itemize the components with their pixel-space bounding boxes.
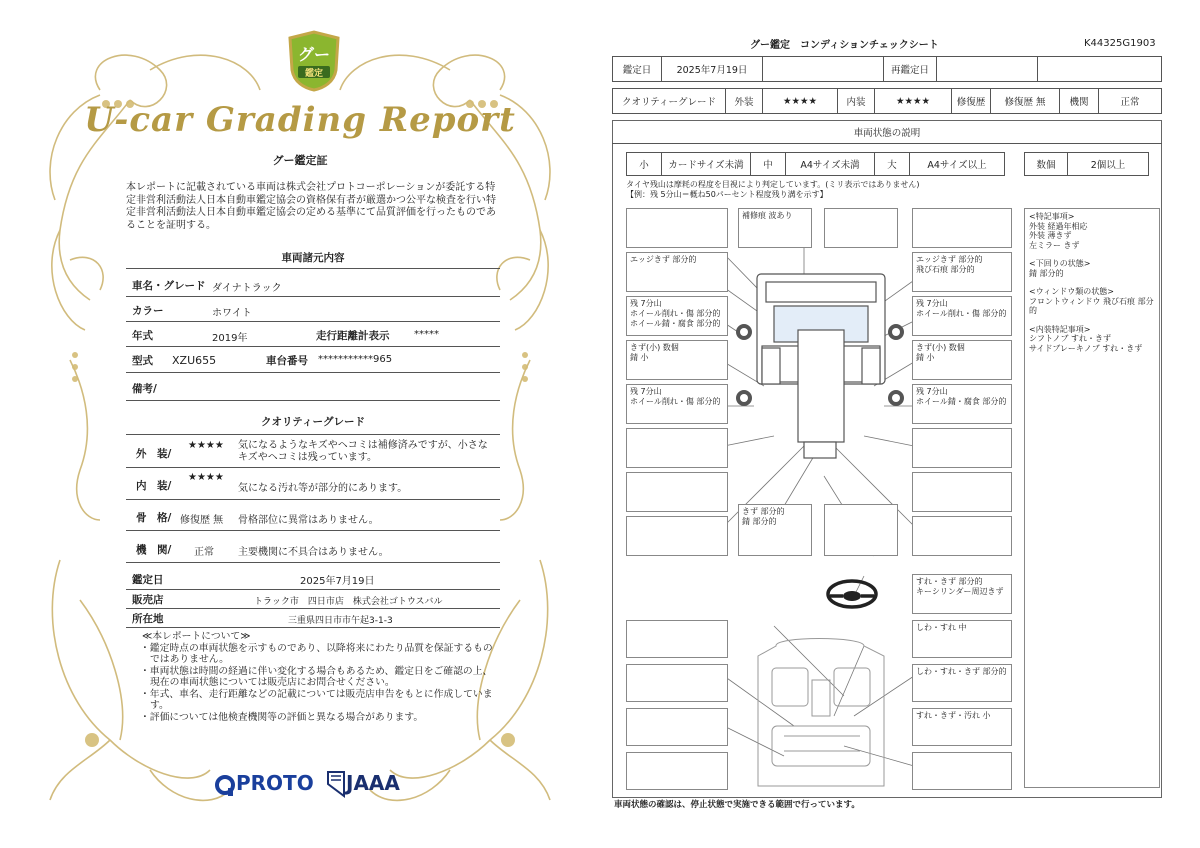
condition-box-l2: 残 7分山 ホイール削れ・傷 部分的 ホイール錆・腐食 部分的 (626, 296, 728, 336)
engine-text: 主要機関に不具合はありません。 (238, 547, 389, 558)
interior-label: 内装 (837, 88, 875, 114)
car-name-value: ダイナトラック (212, 283, 282, 294)
note-item: ・年式、車名、走行距離などの記載については販売店申告をもとに作成しています。 (140, 688, 493, 711)
remark-line: <特記事項> (1029, 212, 1075, 221)
legend-small: 小 (626, 152, 662, 176)
year-label: 年式 (132, 330, 153, 342)
condition-box-empty (626, 664, 728, 702)
condition-box-empty (626, 516, 728, 556)
mileage-label: 走行距離計表示 (316, 330, 390, 342)
legend-count-desc: 2個以上 (1067, 152, 1149, 176)
condition-text: 補修痕 波あり (742, 211, 793, 220)
proto-logo: PROTO (236, 771, 314, 795)
condition-box-empty (912, 472, 1012, 512)
condition-box-top (738, 208, 812, 248)
condition-box-i2: しわ・すれ・きず 部分的 (912, 664, 1012, 702)
condition-box-empty (626, 620, 728, 658)
divider (126, 400, 500, 401)
engine-label: 機関 (1059, 88, 1099, 114)
tire-hint: タイヤ残山は摩耗の程度を目視により判定しています。(ミリ表示ではありません) (626, 180, 920, 189)
footer-logos (214, 768, 414, 800)
tire-example: 【例：残 5分山＝概ね50パーセント程度残り溝を示す】 (626, 190, 828, 199)
divider (126, 268, 500, 269)
condition-box-empty (912, 752, 1012, 790)
repair-label: 修復歴 (951, 88, 991, 114)
divider (126, 467, 500, 468)
chassis-label: 車台番号 (266, 355, 308, 367)
note-item: ・評価については他検査機関等の評価と異なる場合があります。 (140, 711, 424, 723)
inspection-date-value: 2025年7月19日 (300, 576, 375, 587)
note-item: ・車両状態は時間の経過に伴い変化する場合もあるため、鑑定日をご確認の上、現在の車両状態については販売店にお問合せください。 (140, 665, 493, 688)
condition-box-rear: きず 部分的 錆 部分的 (738, 504, 812, 556)
mileage-value: ***** (414, 329, 439, 340)
engine-label: 機 関/ (136, 544, 172, 556)
model-value: XZU655 (172, 354, 217, 367)
year-value: 2019年 (212, 333, 248, 344)
model-label: 型式 (132, 355, 153, 367)
quality-section-title: クオリティーグレード (261, 416, 365, 428)
jaaa-logo: JAAA (346, 771, 400, 795)
condition-check-sheet (600, 0, 1200, 848)
legend-large-desc: A4サイズ以上 (909, 152, 1005, 176)
grade-label: クオリティーグレード (612, 88, 726, 114)
condition-box-l4: 残 7分山 ホイール削れ・傷 部分的 (626, 384, 728, 424)
divider (126, 346, 500, 347)
remark-line: <内装特記事項> (1029, 324, 1091, 334)
condition-box-r4: 残 7分山 ホイール錆・腐食 部分的 (912, 384, 1012, 424)
inspection-date-label: 鑑定日 (132, 574, 164, 586)
certificate-title: グー鑑定証 (272, 154, 328, 167)
remark-line: サイドブレーキノブ すれ・きず (1029, 343, 1143, 353)
reinspect-empty-cell (1037, 56, 1162, 82)
legend-large: 大 (874, 152, 910, 176)
remark-line: シフトノブ すれ・きず (1029, 334, 1112, 343)
date-value: 2025年7月19日 (661, 56, 763, 82)
script-title: U-car Grading Report (84, 100, 516, 140)
remark-line: 外装 経過年相応 (1029, 221, 1088, 231)
divider (126, 372, 500, 373)
reinspect-value (936, 56, 1038, 82)
condition-box-r3: きず(小) 数個 錆 小 (912, 340, 1012, 380)
remarks-panel (1024, 208, 1160, 788)
engine-value: 正常 (1098, 88, 1162, 114)
dealer-value: トラック市 四日市店 株式会社ゴトウスバル (254, 597, 443, 607)
condition-box-l3: きず(小) 数個 錆 小 (626, 340, 728, 380)
remark-gap (1029, 250, 1155, 259)
divider (126, 499, 500, 500)
condition-box-empty (626, 208, 728, 248)
condition-box-i3: すれ・きず・汚れ 小 (912, 708, 1012, 746)
condition-box-empty (626, 428, 728, 468)
notes-title: ≪本レポートについて≫ (142, 631, 251, 642)
divider (126, 589, 500, 590)
remark-line: <ウィンドウ類の状態> (1029, 287, 1114, 296)
condition-box-r1: エッジきず 部分的 飛び石痕 部分的 (912, 252, 1012, 292)
condition-box-empty (912, 428, 1012, 468)
reinspect-label: 再鑑定日 (883, 56, 937, 82)
condition-box-l1: エッジきず 部分的 (626, 252, 728, 292)
certificate-intro: 本レポートに記載されている車両は株式会社プロトコーポレーションが委託する特定非営利活動法人日本自動車鑑定協会の資格保有者が厳選かつ公平な検査を行い特定非営利活動法人日本自動車鑑定協会の定める基準にて品質評価を行ったものであることを証明する。 (126, 182, 496, 231)
chassis-value: ***********965 (318, 354, 393, 365)
report-notes (138, 631, 498, 723)
condition-box-r2: 残 7分山 ホイール削れ・傷 部分的 (912, 296, 1012, 336)
svg-text:鑑定: 鑑定 (304, 69, 324, 79)
address-label: 所在地 (132, 613, 164, 625)
frame-value: 修復歴 無 (180, 515, 224, 526)
condition-box-empty (626, 472, 728, 512)
section-title: 車両状態の説明 (612, 120, 1162, 144)
condition-box-empty (912, 516, 1012, 556)
condition-box-empty (912, 208, 1012, 248)
remarks-label: 備考/ (132, 383, 157, 395)
exterior-text: 気になるようなキズやヘコミは補修済みですが、小さなキズやヘコミは残っています。 (238, 440, 488, 463)
sheet-title: グー鑑定 コンディションチェックシート (750, 40, 939, 51)
remark-line: 外装 薄きず (1029, 231, 1072, 240)
date-empty-cell (762, 56, 884, 82)
car-name-label: 車名・グレード (132, 280, 206, 292)
divider (126, 530, 500, 531)
exterior-label: 外装 (725, 88, 763, 114)
engine-value: 正常 (194, 547, 214, 558)
remark-line: 左ミラー きず (1029, 240, 1080, 250)
repair-value: 修復歴 無 (990, 88, 1060, 114)
interior-text: 気になる汚れ等が部分的にあります。 (238, 483, 408, 494)
condition-box-i1: しわ・すれ 中 (912, 620, 1012, 658)
interior-stars: ★★★★ (874, 88, 952, 114)
condition-box-empty (626, 752, 728, 790)
legend-small-desc: カードサイズ未満 (661, 152, 751, 176)
remark-gap (1029, 278, 1155, 287)
remark-line: 錆 部分的 (1029, 268, 1064, 278)
exterior-stars: ★★★★ (188, 440, 224, 451)
divider (126, 562, 500, 563)
color-label: カラー (132, 305, 164, 317)
remark-line: <下回りの状態> (1029, 259, 1091, 268)
svg-text:グー: グー (297, 45, 331, 64)
remark-line: フロントウィンドウ 飛び石痕 部分的 (1029, 296, 1154, 315)
frame-text: 骨格部位に異常はありません。 (238, 515, 379, 526)
interior-stars: ★★★★ (188, 472, 224, 483)
sheet-id: K44325G1903 (1084, 38, 1156, 49)
proto-mark-icon (214, 774, 236, 798)
legend-medium-desc: A4サイズ未満 (785, 152, 875, 176)
date-label: 鑑定日 (612, 56, 662, 82)
frame-label: 骨 格/ (136, 512, 172, 524)
note-item: ・鑑定時点の車両状態を示すものであり、以降将来にわたり品質を保証するものではありません。 (140, 642, 493, 665)
goo-kantei-logo (286, 30, 342, 92)
exterior-label: 外 装/ (136, 448, 172, 460)
condition-box-empty (824, 208, 898, 248)
condition-box-empty (824, 504, 898, 556)
sheet-footer: 車両状態の確認は、停止状態で実施できる範囲で行っています。 (614, 800, 860, 810)
condition-box-empty (626, 708, 728, 746)
jaaa-mark-icon (326, 770, 346, 798)
address-value: 三重県四日市市午起3-1-3 (288, 616, 393, 626)
remark-gap (1029, 316, 1155, 325)
divider (126, 321, 500, 322)
steering-wheel-icon (828, 581, 876, 607)
legend-count: 数個 (1024, 152, 1068, 176)
spec-section-title: 車両諸元内容 (281, 252, 345, 264)
legend-medium: 中 (750, 152, 786, 176)
divider (126, 296, 500, 297)
dealer-label: 販売店 (132, 594, 164, 606)
interior-label: 内 装/ (136, 480, 172, 492)
divider (126, 627, 500, 628)
divider (126, 608, 500, 609)
exterior-stars: ★★★★ (762, 88, 838, 114)
color-value: ホワイト (212, 308, 252, 319)
divider (126, 434, 500, 435)
condition-box-steering: すれ・きず 部分的 キーシリンダー周辺きず (912, 574, 1012, 614)
